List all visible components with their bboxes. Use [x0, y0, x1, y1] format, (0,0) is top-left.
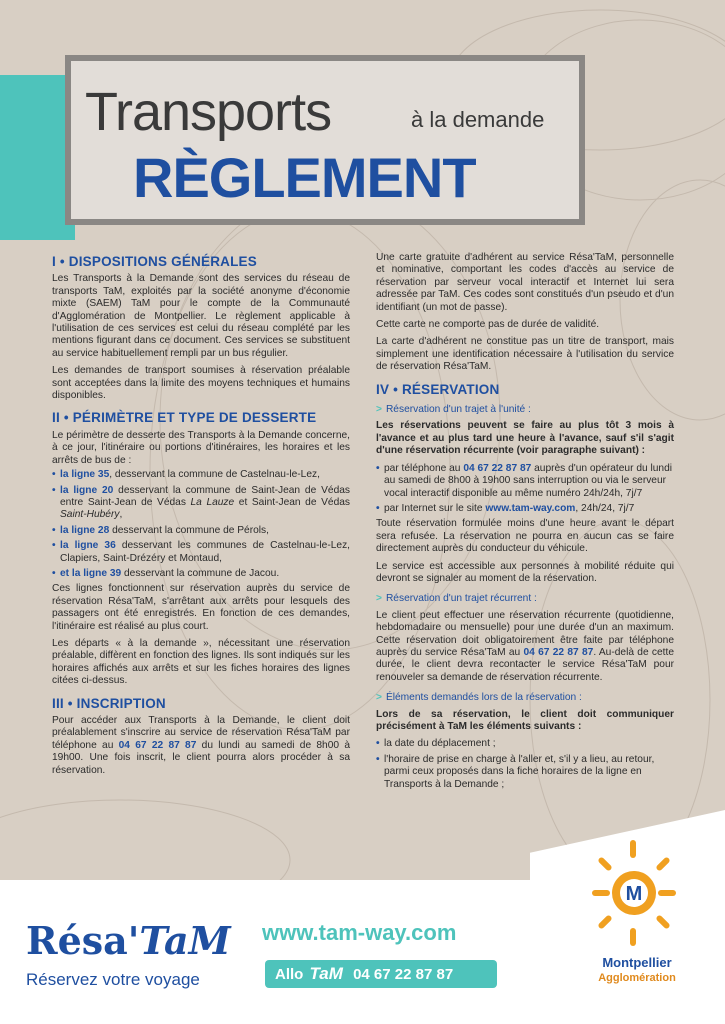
section-1-heading: I • DISPOSITIONS GÉNÉRALES [52, 254, 257, 269]
resa-tam-logo: Résa'TaM [26, 918, 231, 963]
agglomeration-label: Agglomération [598, 972, 676, 984]
reservation-paragraph: Toute réservation formulée moins d'une heure avant le départ sera refusée. La réservation ne pourra en aucun cas se faire directement auprès du conducteur du véhicule. [376, 518, 674, 555]
section-4-heading: IV • RÉSERVATION [376, 381, 500, 397]
title-box [65, 55, 585, 225]
title-main: Transports [85, 82, 332, 142]
section-2-paragraph: Le périmètre de desserte des Transports à la Demande concerne, à ce jour, l'itinéraire ou portions d'itinéraires, les horaires et les arrêts de bus de : [52, 429, 350, 466]
bus-lines-list [52, 469, 350, 580]
list-item: • l'horaire de prise en charge à l'aller et, s'il y a lieu, au retour, parmi ceux proposés dans la fiche horaires de la ligne en Transports à la Demande ; [376, 754, 674, 791]
list-item: • par Internet sur le site www.tam-way.com, 24h/24, 7j/7 [376, 503, 674, 515]
website-url[interactable]: www.tam-way.com [262, 920, 457, 945]
montpellier-label: Montpellier [602, 955, 672, 970]
subheading-single-trip: > Réservation d'un trajet à l'unité : [376, 404, 531, 416]
card-paragraph: Cette carte ne comporte pas de durée de validité. [376, 319, 600, 331]
right-column [376, 252, 674, 794]
section-2-paragraph: Ces lignes fonctionnent sur réservation auprès du service de réservation Résa'TaM, s'arrêtant aux arrêts pour lesquels des passagers ont été enregistrés. En fonction de ces demandes, l'itinéraire est réalisé au plus court. [52, 583, 350, 632]
arrow-icon: > [376, 692, 382, 704]
card-paragraph: Une carte gratuite d'adhérent au service Résa'TaM, personnelle et nominative, comportant les codes d'accès au service de réservation par serveur vocal interactif et Internet lui sera adressée par TaM. Ces codes sont constitués d'un pseudo et d'un identifiant (un mot de passe). [376, 252, 674, 313]
phone-number: 04 67 22 87 87 [463, 462, 532, 474]
section-3-paragraph: Pour accéder aux Transports à la Demande, le client doit préalablement s'inscrire au service de réservation Résa'TaM par téléphone au 04 67 22 87 87 du lundi au samedi de 8h00 à 19h00. Une fois inscrit, le client pourra alors procéder à sa réservation. [52, 715, 350, 776]
card-paragraph: La carte d'adhérent ne constitue pas un titre de transport, mais simplement une identification nécessaire à l'utilisation du service de réservation Résa'TaM. [376, 336, 674, 373]
allo-tam-phone-banner[interactable]: Allo TaM 04 67 22 87 87 [265, 960, 497, 988]
recurring-paragraph: Le client peut effectuer une réservation récurrente (quotidienne, hebdomadaire ou mensuelle) pour une durée d'un an maximum. Cette réservation doit obligatoirement être faite par téléphone auprès du service Résa'TaM au 04 67 22 87 87. Au-delà de cette durée, le client devra recontacter le service Résa'TaM pour renouveler sa demande de réservation récurrente. [376, 609, 674, 683]
section-2-heading: II • PÉRIMÈTRE ET TYPE DE DESSERTE [52, 410, 317, 426]
phone-number: 04 67 22 87 87 [523, 646, 594, 658]
list-item: • la ligne 20 desservant la commune de Saint-Jean de Védas entre Saint-Jean de Védas La Lauze et Saint-Jean de Védas Saint-Hubéry, [52, 485, 350, 522]
list-item: • la ligne 36 desservant les communes de Castelnau-le-Lez, Clapiers, Saint-Drézéry et Montaud, [52, 540, 350, 565]
section-3-heading: III • INSCRIPTION [52, 695, 166, 711]
list-item: • et la ligne 39 desservant la commune de Jacou. [52, 568, 350, 580]
left-column [52, 250, 350, 782]
list-item: • par téléphone au 04 67 22 87 87 auprès d'un opérateur du lundi au samedi de 8h00 à 19h00 sans interruption ou via le serveur vocal interactif disponible au même numéro 24h/24h, 7j/7 [376, 463, 674, 500]
subheading-required-elements: > Éléments demandés lors de la réservation : [376, 692, 582, 704]
list-item: • la date du déplacement ; [376, 738, 674, 750]
phone-number: 04 67 22 87 87 [118, 739, 197, 751]
section-1-paragraph: Les Transports à la Demande sont des services du réseau de transports TaM, exploités par la société anonyme d'économie mixte (SAEM) TaM pour le compte de la Communauté d'Agglomération de Montpellier. Le règlement applicable à l'utilisation de ces services est celui du réseau complété par les mentions figurant dans ce document. Ces services se substituent au service habituellement rempli par un bus régulier. [52, 273, 350, 359]
arrow-icon: > [376, 404, 382, 416]
section-1-paragraph: Les demandes de transport soumises à réservation préalable sont acceptées dans la limite des moyens techniques et humains disponibles. [52, 365, 350, 402]
title-subtitle: à la demande [411, 107, 545, 132]
section-2-paragraph: Les départs « à la demande », nécessitant une réservation préalable, diffèrent en fonction des lignes. Ils sont indiqués sur les horaires affichés aux arrêts et sur les fiches horaires des lignes citées ci-dessus. [52, 637, 350, 687]
reservation-paragraph: Le service est accessible aux personnes à mobilité réduite qui devront se signaler au moment de la réservation. [376, 560, 674, 584]
montpellier-sun-logo-icon [590, 838, 678, 948]
required-elements-list [376, 738, 674, 791]
subheading-recurring-trip: > Réservation d'un trajet récurrent : [376, 593, 537, 605]
arrow-icon: > [376, 593, 382, 605]
website-link[interactable]: www.tam-way.com [485, 502, 576, 514]
teal-accent-block [0, 75, 75, 240]
required-elements-intro: Lors de sa réservation, le client doit communiquer précisément à TaM les éléments suivants : [376, 708, 674, 732]
list-item: • la ligne 35, desservant la commune de Castelnau-le-Lez, [52, 469, 350, 481]
resa-tagline: Réservez votre voyage [26, 970, 200, 989]
reservation-methods-list [376, 463, 674, 516]
list-item: • la ligne 28 desservant la commune de Pérols, [52, 525, 350, 537]
title-reglement: RÈGLEMENT [133, 146, 476, 209]
reservation-rules: Les réservations peuvent se faire au plus tôt 3 mois à l'avance et au plus tard une heure à l'avance, sauf s'il s'agit d'une réservation récurrente (voir paragraphe suivant) : [376, 420, 674, 457]
svg-text:M: M [625, 883, 643, 905]
